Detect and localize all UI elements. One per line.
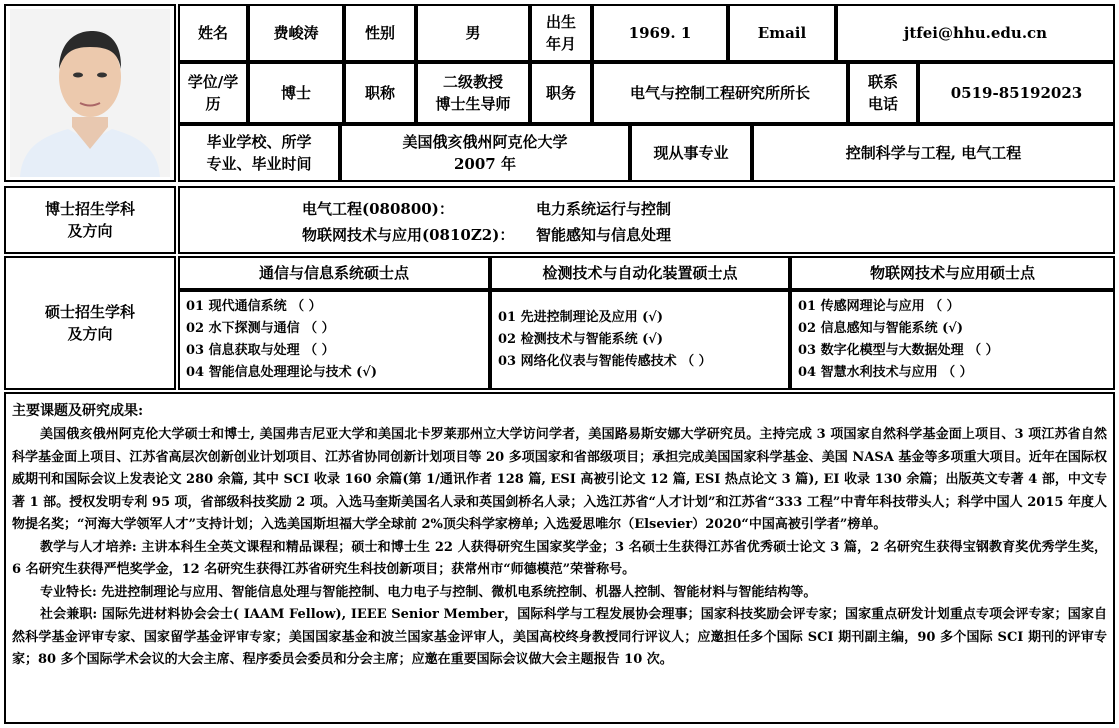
research-paragraph-2: 教学与人才培养: 主讲本科生全英文课程和精品课程；硕士和博士生 22 人获得研究生国家奖学金；3 名硕士生获得江苏省优秀硕士论文 3 篇，2 名研究生获得宝钢教育奖优秀学生奖， 6 名研究生获得严恺奖学金，12 名研究生获得江苏省研究生科技创新项目；获常州市“师德模范”荣誉称号。	[12, 539, 1107, 577]
list-item: 01 传感网理论与应用 （ ）	[798, 299, 960, 314]
research-paragraph-3: 专业特长: 先进控制理论与应用、智能信息处理与智能控制、电力电子与控制、微机电系统控制、机器人控制、智能材料与智能结构等。	[40, 584, 817, 600]
birth-value: 1969. 1	[592, 4, 728, 62]
post-label: 职务	[530, 62, 592, 124]
master-col3-title: 物联网技术与应用硕士点	[790, 256, 1115, 290]
list-item: 03 网络化仪表与智能传感技术 （ ）	[498, 354, 712, 369]
phd-label	[4, 186, 176, 254]
phone-label-line1: 联系	[867, 73, 898, 91]
title-value-line2: 博士生导师	[435, 95, 511, 113]
title-label: 职称	[344, 62, 416, 124]
grad-value-line2: 2007 年	[454, 155, 516, 173]
phd-row2-subject: 物联网技术与应用(0810Z2)：	[302, 226, 515, 244]
birth-label-line1: 出生	[545, 13, 576, 31]
research-title: 主要课题及研究成果:	[12, 403, 144, 419]
degree-value: 博士	[248, 62, 344, 124]
list-item: 02 信息感知与智能系统 (√)	[798, 321, 963, 336]
phd-row1-subject: 电气工程(080800)：	[302, 200, 454, 218]
title-value	[416, 62, 530, 124]
phone-value: 0519-85192023	[918, 62, 1115, 124]
research-paragraph-4: 社会兼职: 国际先进材料协会会士( IAAM Fellow), IEEE Senior Member，国际科学与工程发展协会理事；国家科技奖励会评专家；国家重点研发计划重点专项会评专家；国家自然科学基金评审专家、国家留学基金评审专家；美国国家基金和波兰国家基金评审人，美国高校终身教授同行评议人；应邀担任多个国际 SCI 期刊副主编，90 多个国际 SCI 期刊的评审专家；80 多个国际学术会议的大会主席、程序委员会委员和分会主席；应邀在重要国际会议做大会主题报告 10 次。	[12, 607, 1107, 667]
master-label-line2: 及方向	[67, 325, 113, 343]
list-item: 01 先进控制理论及应用 (√)	[498, 310, 663, 325]
master-col1-list	[178, 290, 490, 390]
major-label: 现从事专业	[630, 124, 752, 182]
list-item: 02 检测技术与智能系统 (√)	[498, 332, 663, 347]
grad-label-line1: 毕业学校、所学	[206, 133, 312, 151]
email-value: jtfei@hhu.edu.cn	[836, 4, 1115, 62]
phd-row1-direction: 电力系统运行与控制	[536, 200, 672, 218]
master-col2-title: 检测技术与自动化装置硕士点	[490, 256, 790, 290]
list-item: 03 信息获取与处理 （ ）	[186, 343, 335, 358]
birth-label	[530, 4, 592, 62]
list-item: 04 智能信息处理理论与技术 (√)	[186, 365, 377, 380]
master-col2-list	[490, 290, 790, 390]
grad-label	[178, 124, 340, 182]
phd-row2-direction: 智能感知与信息处理	[536, 226, 672, 244]
gender-label: 性别	[344, 4, 416, 62]
phd-label-line2: 及方向	[67, 222, 113, 240]
gender-value: 男	[416, 4, 530, 62]
phone-label-line2: 电话	[867, 95, 898, 113]
research-section	[4, 392, 1115, 724]
degree-label-line1: 学位/学	[187, 73, 239, 91]
list-item: 03 数字化模型与大数据处理 （ ）	[798, 343, 999, 358]
name-label: 姓名	[178, 4, 248, 62]
list-item: 04 智慧水利技术与应用 （ ）	[798, 365, 973, 380]
list-item: 01 现代通信系统 （ ）	[186, 299, 322, 314]
master-col1-title: 通信与信息系统硕士点	[178, 256, 490, 290]
phone-label	[848, 62, 918, 124]
degree-label-line2: 历	[205, 95, 221, 113]
grad-label-line2: 专业、毕业时间	[206, 155, 312, 173]
research-paragraph-1: 美国俄亥俄州阿克伦大学硕士和博士, 美国弗吉尼亚大学和美国北卡罗莱那州立大学访问学者，美国路易斯安娜大学研究员。主持完成 3 项国家自然科学基金面上项目、3 项江苏省自然科学基金面上项目、江苏省高层次创新创业计划项目、江苏省协同创新计划项目等 20 多项国家和省部级项目；承担完成美国国家科学基金、美国 NASA 基金等多项重大项目。近年在国际权威期刊和国际会议上发表论文 280 余篇, 其中 SCI 收录 160 余篇(第 1/通讯作者 128 篇, ESI 高被引论文 12 篇, ESI 热点论文 3 篇), EI 收录 130 余篇；出版英文专著 4 部，中文专著 1 部。授权发明专利 95 项，省部级科技奖励 2 项。入选马奎斯美国名人录和英国剑桥名人录；入选江苏省“人才计划”和江苏省“333 工程”中青年科技带头人；科学中国人 2015 年度人物提名奖；“河海大学领军人才”支持计划；入选美国斯坦福大学全球前 2%顶尖科学家榜单; 入选爱思唯尔（Elsevier）2020“中国高被引学者”榜单。	[12, 427, 1107, 532]
grad-value	[340, 124, 630, 182]
master-col3-list	[790, 290, 1115, 390]
major-value: 控制科学与工程, 电气工程	[752, 124, 1115, 182]
email-label: Email	[728, 4, 836, 62]
name-value: 费峻涛	[248, 4, 344, 62]
master-label	[4, 256, 176, 390]
birth-label-line2: 年月	[545, 35, 576, 53]
list-item: 02 水下探测与通信 （ ）	[186, 321, 335, 336]
phd-content	[178, 186, 1115, 254]
title-value-line1: 二级教授	[442, 73, 503, 91]
profile-photo	[10, 9, 170, 177]
master-label-line1: 硕士招生学科	[44, 303, 135, 321]
grad-value-line1: 美国俄亥俄州阿克伦大学	[402, 133, 568, 151]
degree-label	[178, 62, 248, 124]
phd-label-line1: 博士招生学科	[44, 200, 135, 218]
photo-cell	[4, 4, 176, 182]
post-value: 电气与控制工程研究所所长	[592, 62, 848, 124]
